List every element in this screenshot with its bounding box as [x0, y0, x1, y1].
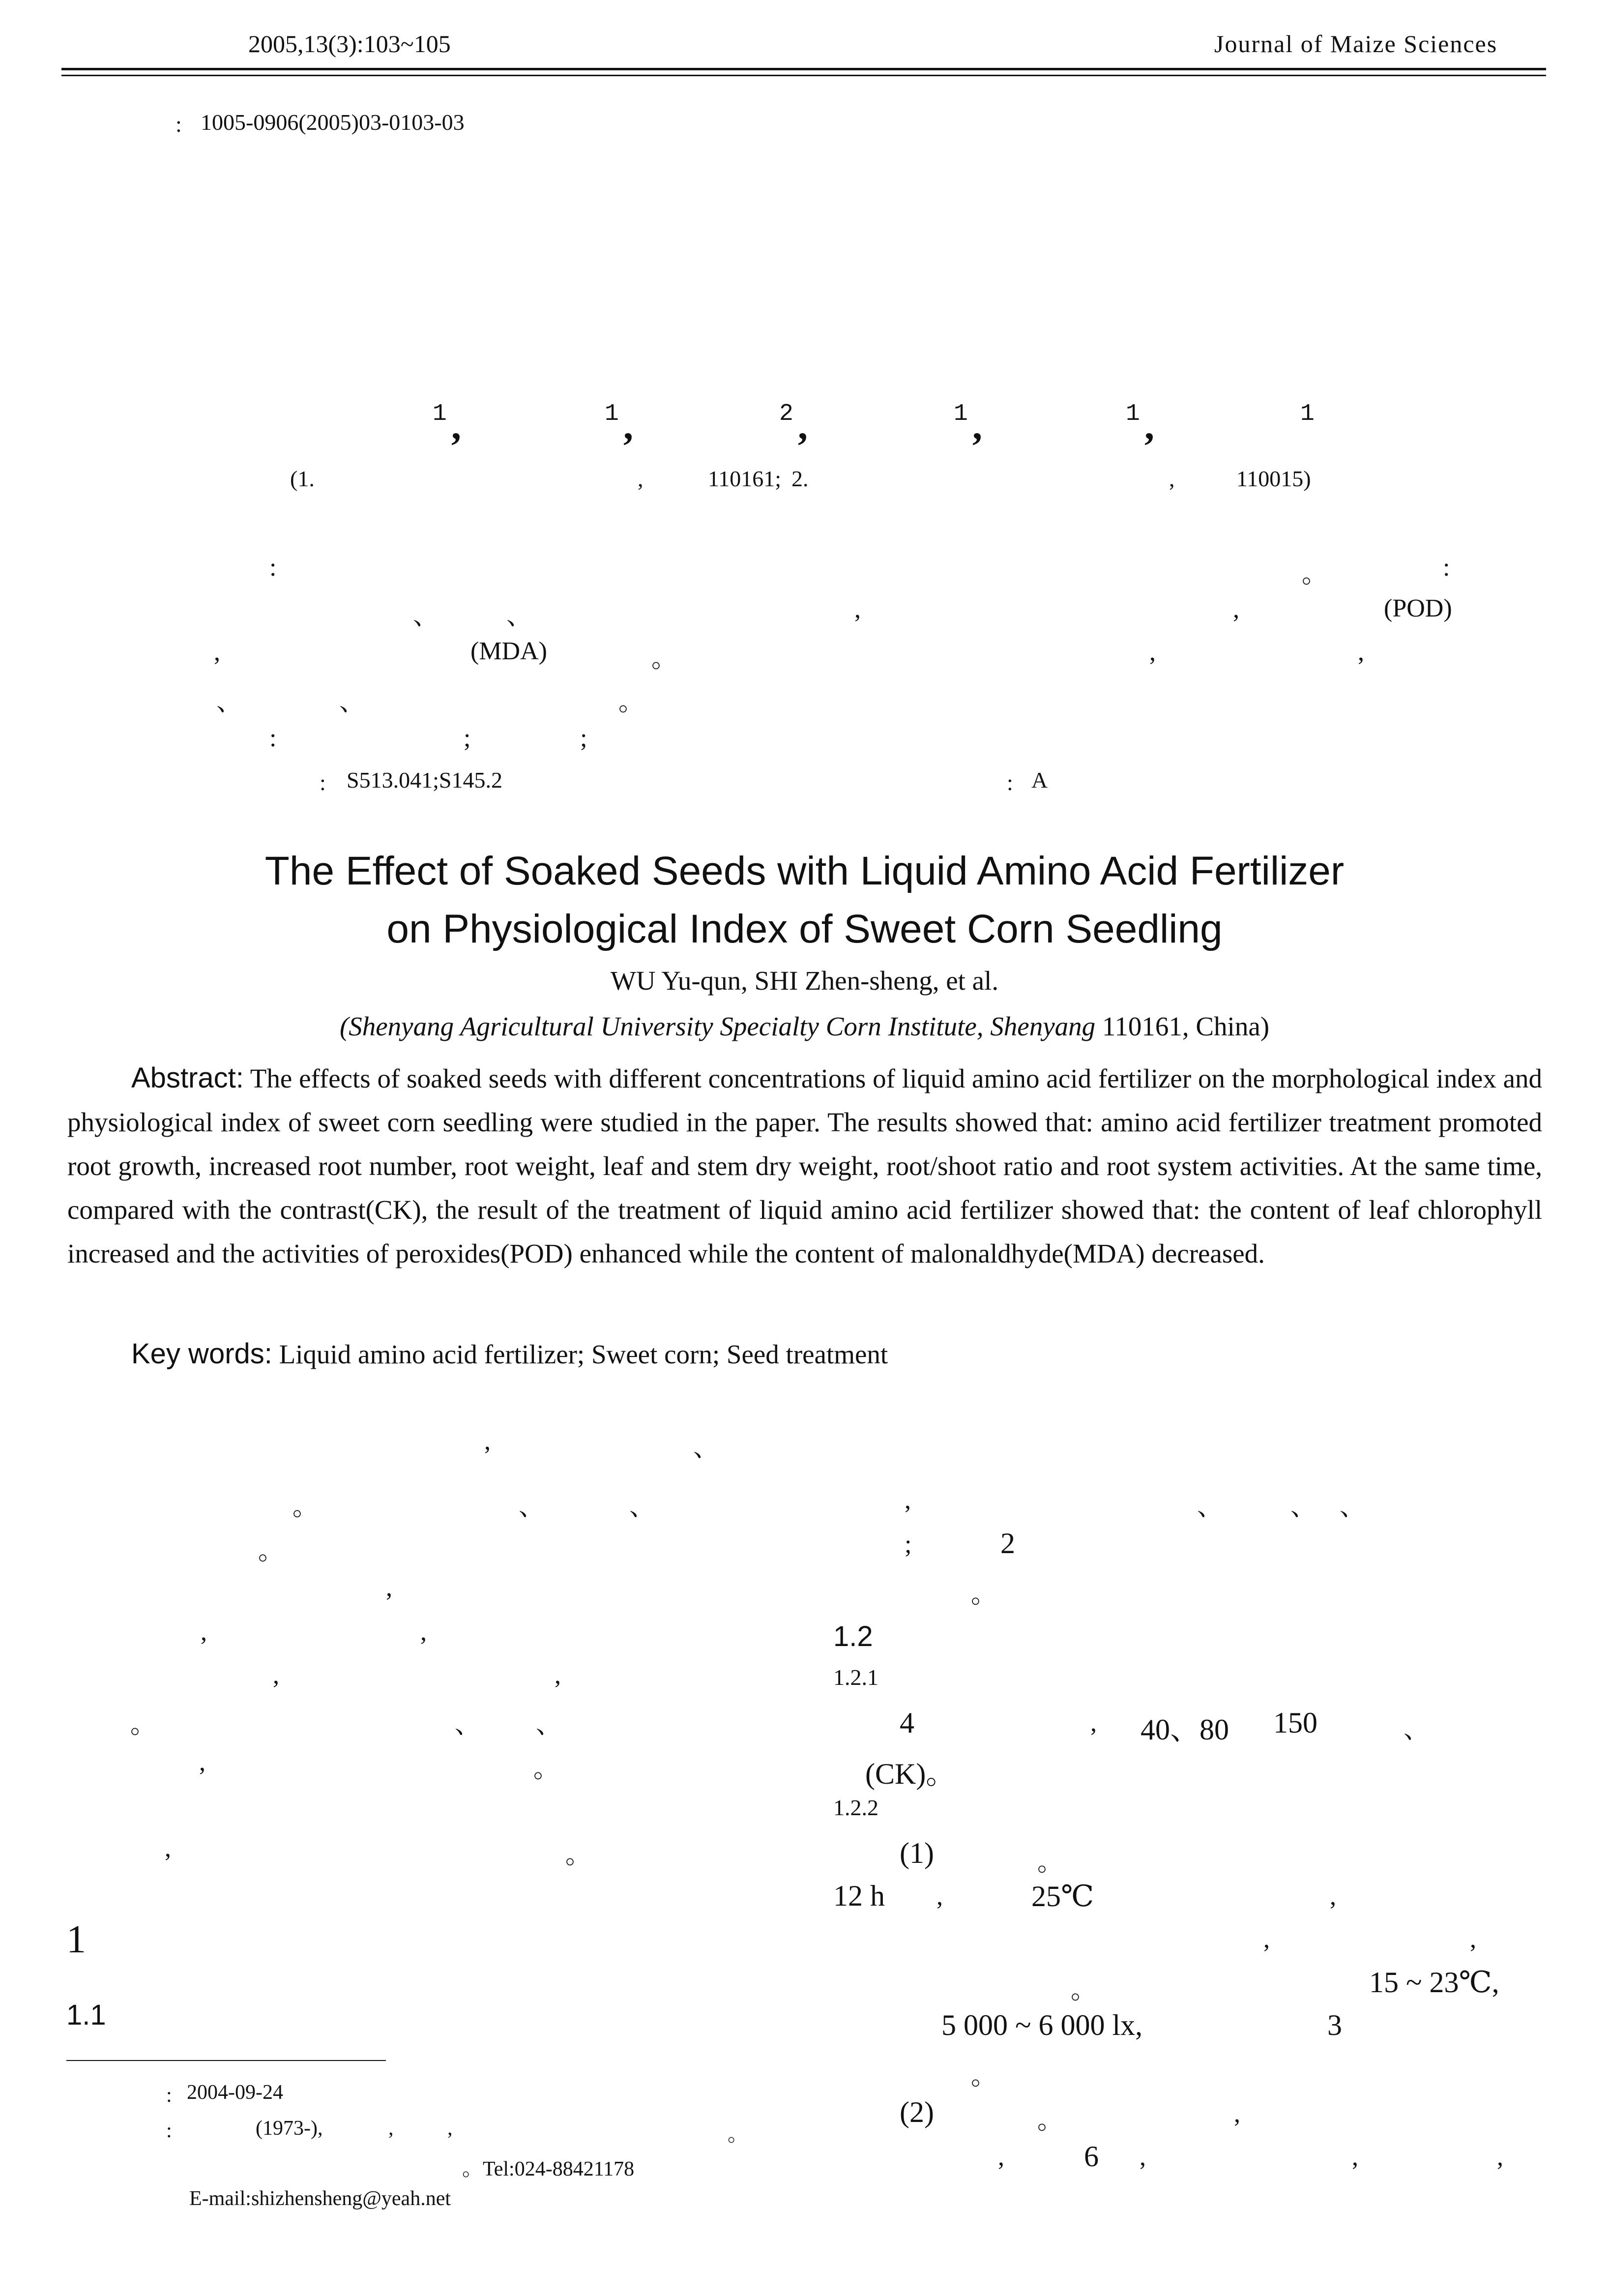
lc-comma-6: ,: [555, 1661, 561, 1689]
english-affiliation-italic: (Shenyang Agricultural University Specialty Corn Institute, Shenyang: [339, 1011, 1096, 1041]
lc-comma-2: ,: [386, 1574, 392, 1602]
abs-cn-mda: (MDA): [470, 637, 547, 665]
lc-period-5: 。: [565, 1841, 591, 1869]
section-heading-1-2: 1.2: [833, 1620, 873, 1652]
lc-period-1: 。: [293, 1493, 319, 1521]
author-comma-5: ,: [1144, 405, 1154, 448]
abs-cn-mark-4: 、: [339, 688, 365, 716]
rc-lux: 5 000 ~ 6 000 lx,: [941, 2009, 1143, 2041]
abstract-text: The effects of soaked seeds with different concentrations of liquid amino acid fertilizer on the morphological index and physiological index of sweet corn seedling were studied in the paper. The results showed that: amino acid fertilizer treatment promoted root growth, increased root number, root weight, leaf and stem dry weight, root/shoot ratio and root system activities. At the same time, compared with the contrast(CK), the result of the treatment of liquid amino acid fertilizer showed that: the content of leaf chlorophyll increased and the activities of peroxides(POD) enhanced while the content of malonaldhyde(MDA) decreased.: [67, 1063, 1542, 1268]
lc-period-3: 。: [130, 1711, 156, 1739]
rc-ck: (CK)。: [865, 1758, 956, 1790]
lc-comma-4: ,: [420, 1618, 427, 1646]
rc-comma-7: ,: [1234, 2100, 1240, 2128]
clc-colon: :: [320, 770, 326, 795]
lc-comma-1: ,: [484, 1427, 491, 1455]
rc-comma-5: ,: [1263, 1925, 1270, 1953]
bio-colon: :: [166, 2119, 172, 2142]
lc-mark-3: 、: [629, 1493, 655, 1521]
rc-time: 12 h: [833, 1880, 885, 1912]
abs-cn-mark-1: 、: [413, 602, 439, 630]
running-header-citation: 2005,13(3):103~105: [248, 30, 451, 58]
rc-comma-3: ,: [936, 1883, 943, 1911]
rc-period-4: 。: [971, 2062, 997, 2090]
rc-period-1: 。: [971, 1581, 997, 1609]
article-id-colon: :: [176, 112, 182, 137]
rc-mark-1: 、: [1197, 1493, 1223, 1521]
abs-cn-comma-5: ,: [1358, 638, 1364, 666]
kw-cn-semi-1: ;: [464, 724, 471, 752]
lc-period-2: 。: [258, 1537, 284, 1565]
abs-cn-comma-4: ,: [1149, 638, 1156, 666]
author-sup-1: 1: [433, 401, 447, 427]
lc-period-4: 。: [533, 1755, 559, 1783]
rc-comma-11: ,: [1497, 2143, 1503, 2171]
footnote-rule: [66, 2060, 386, 2061]
english-affiliation: [0, 1011, 1609, 1042]
affil-comma-1: ,: [638, 466, 644, 491]
rc-period-3: 。: [1071, 1976, 1097, 2004]
rc-temp-range: 15 ~ 23℃,: [1369, 1966, 1499, 1999]
rc-item-1: (1): [900, 1837, 934, 1869]
article-id: 1005-0906(2005)03-0103-03: [201, 110, 465, 135]
abs-cn-comma-2: ,: [1233, 595, 1239, 623]
lc-comma-8: ,: [165, 1834, 171, 1862]
abs-cn-comma-3: ,: [214, 638, 220, 666]
lc-mark-1: 、: [693, 1434, 719, 1462]
contact-tel: 。Tel:024-88421178: [462, 2158, 635, 2180]
abs-cn-pod: (POD): [1384, 594, 1452, 622]
rc-comma-1: ,: [905, 1486, 911, 1514]
section-heading-1: 1: [66, 1918, 86, 1961]
author-comma-1: ,: [451, 405, 461, 448]
author-sup-2: 1: [605, 401, 619, 427]
rc-mark-4: 、: [1404, 1716, 1430, 1744]
section-heading-1-2-2: 1.2.2: [833, 1795, 878, 1820]
rc-num-4: 4: [900, 1707, 914, 1739]
abstract-label: Abstract:: [131, 1062, 244, 1094]
affil-num-2: 2.: [791, 466, 809, 491]
rc-comma-4: ,: [1330, 1883, 1336, 1911]
abs-cn-period-2: 。: [651, 645, 677, 673]
bio-period: 。: [728, 2123, 749, 2146]
author-comma-4: ,: [972, 405, 982, 448]
lc-mark-5: 、: [536, 1711, 562, 1739]
english-title-line-1: The Effect of Soaked Seeds with Liquid Amino Acid Fertilizer: [264, 849, 1345, 893]
header-rule-bottom: [61, 75, 1546, 76]
rc-comma-6: ,: [1470, 1925, 1476, 1953]
kw-cn-semi-2: ;: [580, 724, 587, 752]
rc-period-2: 。: [1037, 1849, 1063, 1877]
author-sup-5: 1: [1126, 401, 1140, 427]
lc-comma-5: ,: [273, 1661, 279, 1689]
lc-comma-7: ,: [199, 1748, 205, 1776]
lc-mark-2: 、: [519, 1493, 545, 1521]
rc-semicolon: ;: [905, 1531, 912, 1559]
kw-cn-colon: :: [269, 724, 277, 752]
author-sup-3: 2: [779, 401, 793, 427]
keywords-label: Key words:: [131, 1338, 272, 1370]
abs-cn-period-1: 。: [1302, 560, 1328, 589]
lc-mark-4: 、: [455, 1711, 481, 1739]
doc-code-colon: :: [1007, 770, 1013, 795]
english-keywords: [131, 1337, 888, 1370]
section-heading-1-2-1: 1.2.1: [833, 1665, 878, 1690]
bio-year: (1973-),: [256, 2117, 323, 2140]
rc-item-2: (2): [900, 2096, 934, 2128]
rc-concentrations: 40、80: [1141, 1713, 1229, 1746]
abs-cn-mark-2: 、: [506, 602, 532, 630]
header-rule-top: [61, 68, 1546, 70]
affil-zip-1: 110161;: [708, 466, 782, 491]
rc-comma-8: ,: [998, 2143, 1004, 2171]
affil-prefix: (1.: [290, 466, 315, 491]
abs-cn-colon-2: :: [1443, 554, 1450, 582]
affil-comma-2: ,: [1169, 466, 1175, 491]
rc-comma-2: ,: [1090, 1709, 1097, 1737]
received-date: 2004-09-24: [187, 2081, 283, 2104]
received-colon: :: [166, 2084, 172, 2107]
rc-num-6: 6: [1084, 2140, 1099, 2173]
running-header-journal: Journal of Maize Sciences: [1214, 30, 1498, 58]
lc-comma-3: ,: [201, 1618, 207, 1646]
keywords-text: Liquid amino acid fertilizer; Sweet corn; Seed treatment: [272, 1339, 888, 1369]
rc-num-150: 150: [1273, 1707, 1317, 1739]
bio-comma-1: ,: [388, 2117, 394, 2140]
abs-cn-period-3: 。: [618, 688, 644, 716]
rc-period-5: 。: [1037, 2107, 1063, 2135]
rc-comma-10: ,: [1352, 2143, 1358, 2171]
author-comma-2: ,: [623, 405, 633, 448]
doc-code-value: A: [1031, 767, 1048, 793]
clc-value: S513.041;S145.2: [347, 767, 502, 793]
contact-email: E-mail:shizhensheng@yeah.net: [189, 2187, 451, 2210]
rc-comma-9: ,: [1140, 2143, 1146, 2171]
author-comma-3: ,: [798, 405, 808, 448]
author-sup-4: 1: [954, 401, 968, 427]
rc-num-3: 3: [1327, 2009, 1342, 2041]
author-sup-6: 1: [1300, 401, 1315, 427]
rc-num-2: 2: [1000, 1527, 1015, 1560]
abs-cn-colon: :: [269, 554, 277, 582]
english-authors: WU Yu-qun, SHI Zhen-sheng, et al.: [610, 966, 999, 996]
abs-cn-mark-3: 、: [216, 688, 242, 716]
english-abstract: [67, 1056, 1542, 1275]
english-title-line-2: on Physiological Index of Sweet Corn Seedling: [386, 907, 1223, 951]
section-heading-1-1: 1.1: [66, 1999, 106, 2031]
english-affiliation-rest: 110161, China): [1095, 1011, 1270, 1041]
rc-mark-3: 、: [1340, 1493, 1366, 1521]
abs-cn-comma-1: ,: [854, 595, 861, 623]
bio-comma-2: ,: [447, 2117, 453, 2140]
rc-temp: 25℃: [1031, 1880, 1094, 1913]
rc-mark-2: 、: [1290, 1493, 1316, 1521]
affil-zip-2: 110015): [1236, 466, 1311, 491]
